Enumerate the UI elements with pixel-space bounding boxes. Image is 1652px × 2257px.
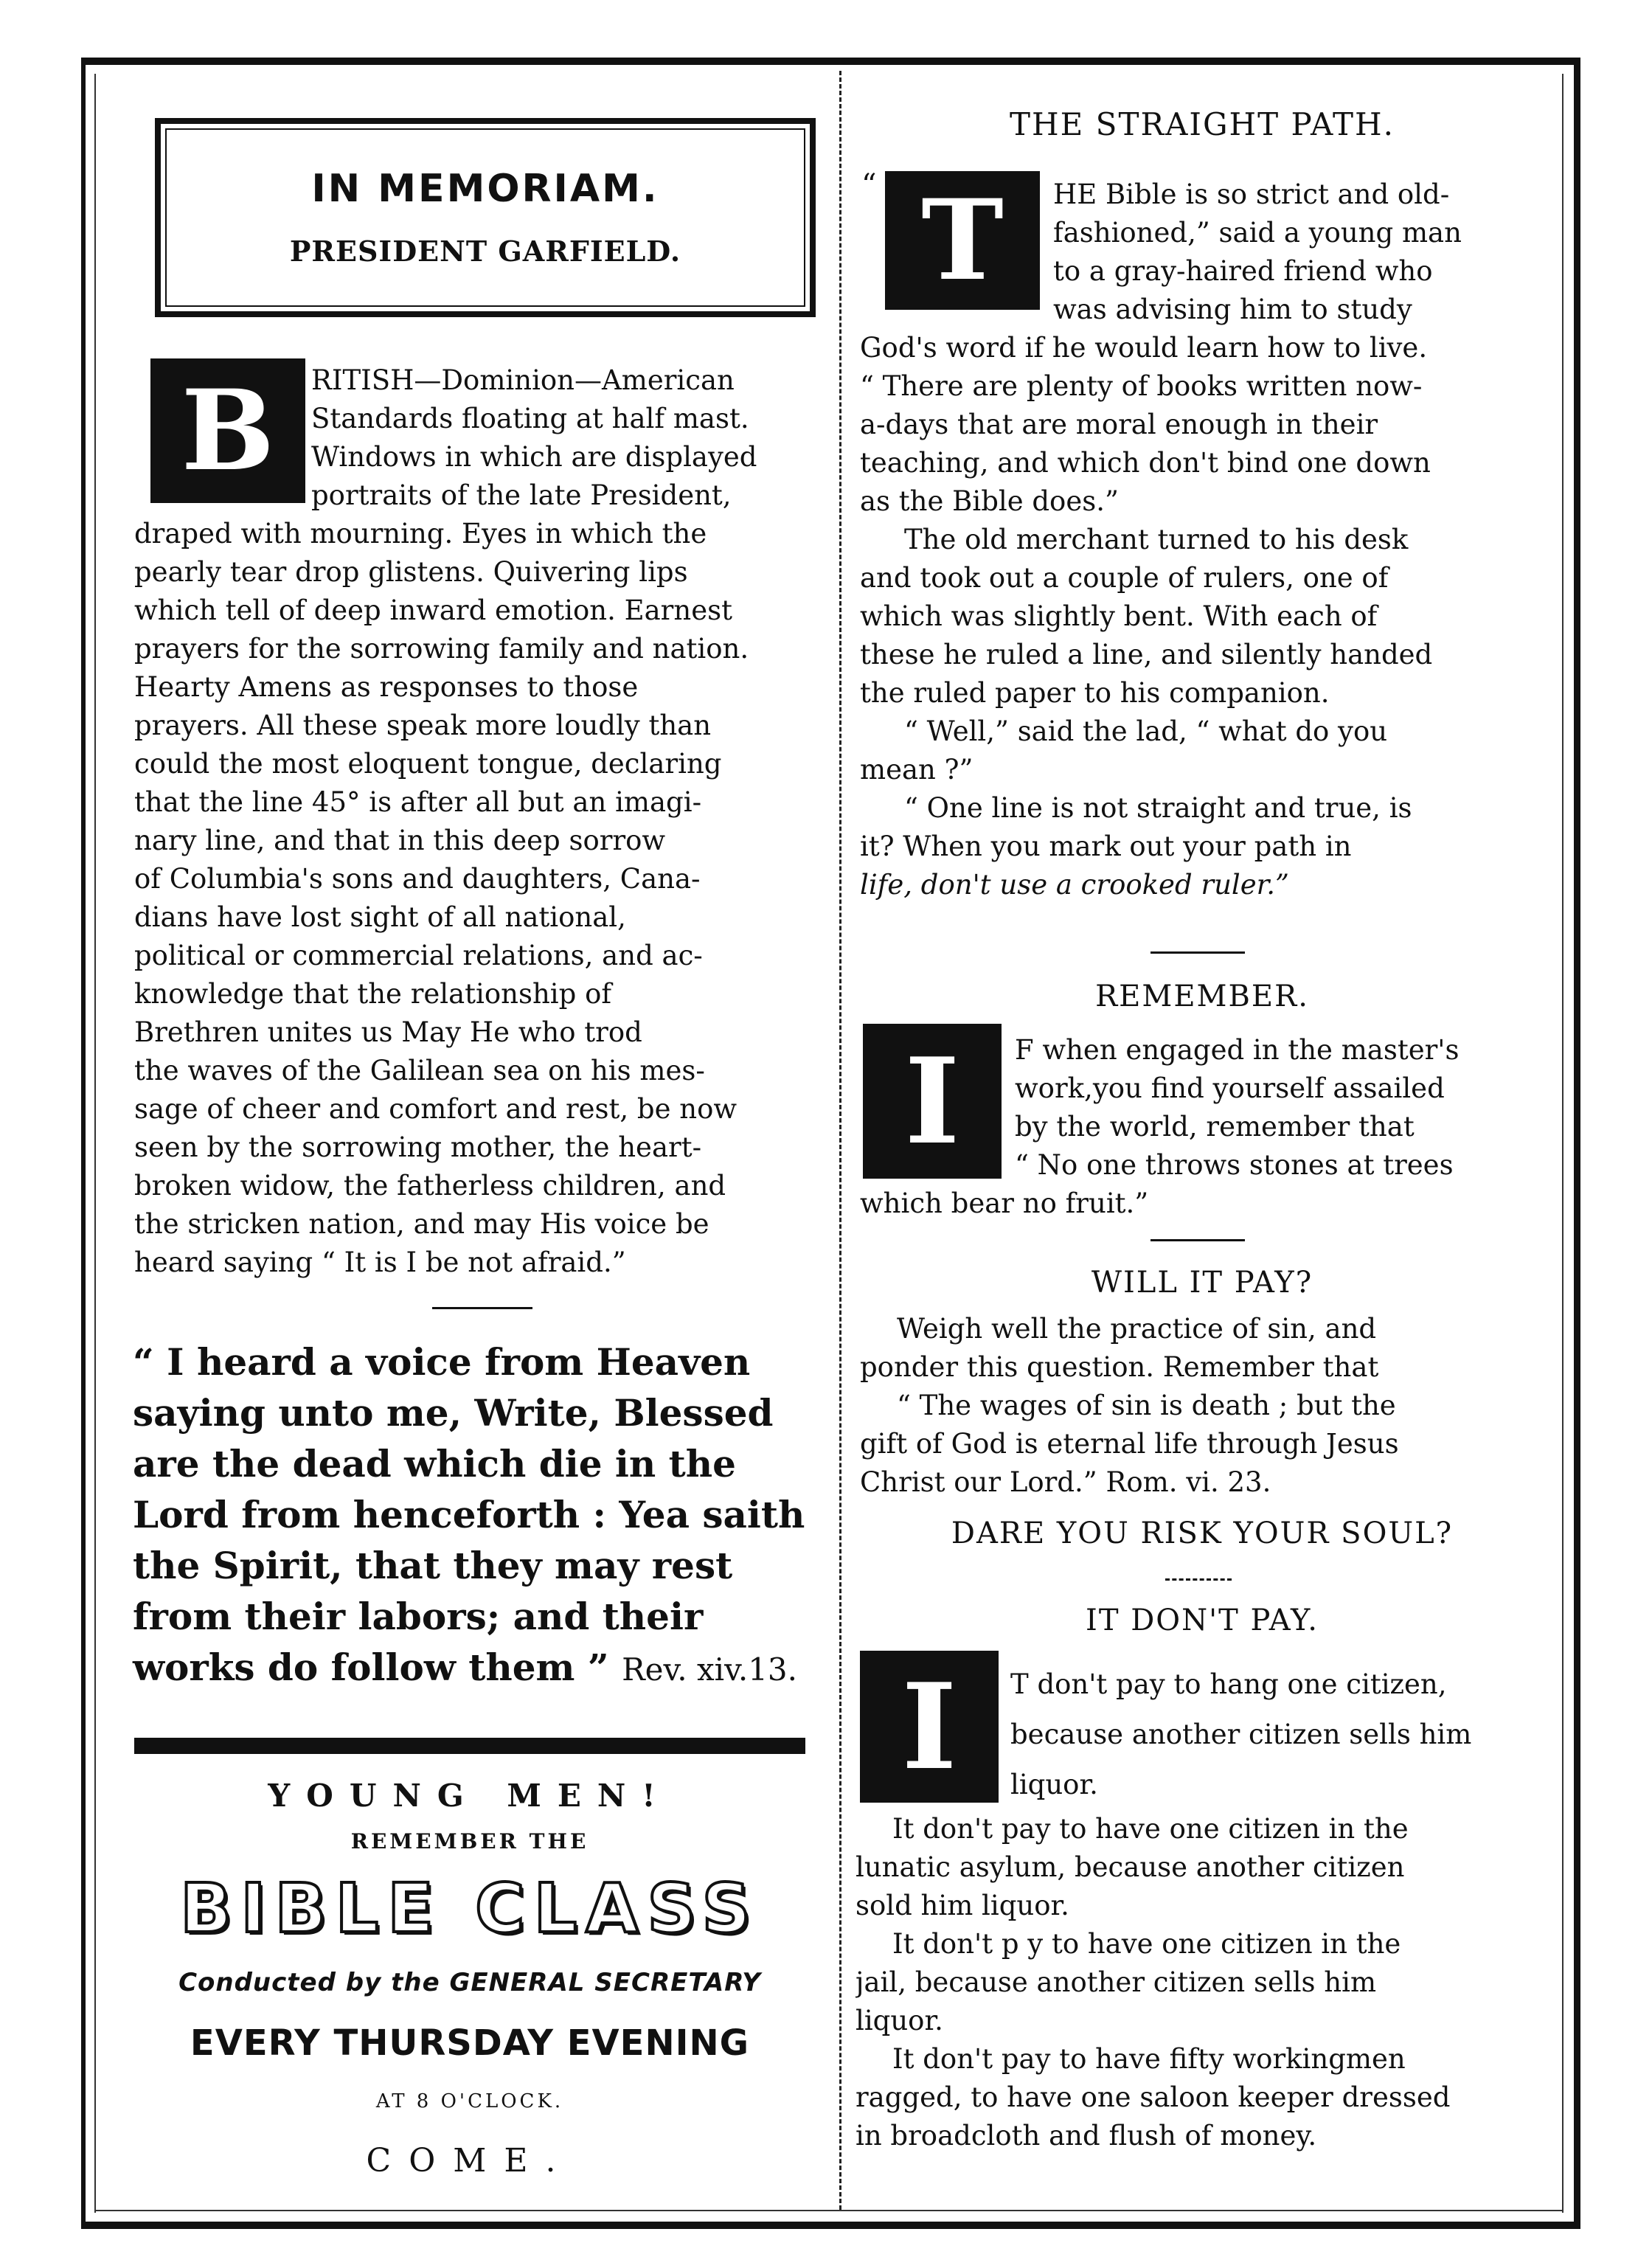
section-rule <box>1150 1239 1245 1241</box>
remember-title: REMEMBER. <box>1095 980 1309 1013</box>
british-line: draped with mourning. Eyes in which the <box>134 518 707 549</box>
british-line: Windows in which are displayed <box>311 441 757 473</box>
dont-pay-paragraph <box>856 1660 1553 2155</box>
straight-path-line: the ruled paper to his companion. <box>860 677 1330 709</box>
section-rule-dashed <box>1165 1578 1232 1581</box>
british-line: knowledge that the relationship of <box>134 978 612 1010</box>
straight-path-line: “ There are plenty of books written now- <box>860 370 1423 402</box>
section-rule <box>432 1307 532 1309</box>
dont-pay-line: T don't pay to hang one citizen, <box>1010 1668 1447 1700</box>
dont-pay-line: sold him liquor. <box>856 1890 1069 1921</box>
straight-path-line: The old merchant turned to his desk <box>904 524 1409 555</box>
british-line: which tell of deep inward emotion. Earnest <box>134 594 732 626</box>
quote-line: saying unto me, Write, Blessed <box>133 1391 774 1435</box>
quote-line: from their labors; and their <box>133 1595 704 1638</box>
remember-paragraph <box>860 1031 1553 1223</box>
british-line: portraits of the late President, <box>311 479 732 511</box>
will-it-pay-line: “ The wages of sin is death ; but the <box>897 1390 1396 1421</box>
will-it-pay-line: Weigh well the practice of sin, and <box>897 1313 1377 1345</box>
column-divider <box>839 71 841 2210</box>
straight-path-line: God's word if he would learn how to live. <box>860 332 1428 364</box>
straight-path-line: which was slightly bent. With each of <box>860 600 1378 632</box>
dont-pay-line: liquor. <box>856 2005 943 2036</box>
will-it-pay-paragraph <box>860 1310 1553 1502</box>
will-it-pay-line: ponder this question. Remember that <box>860 1351 1379 1383</box>
british-line: RITISH—Dominion—American <box>311 364 735 396</box>
dont-pay-line: liquor. <box>1010 1769 1098 1800</box>
straight-path-line: HE Bible is so strict and old- <box>1053 178 1450 210</box>
dare-you-risk: DARE YOU RISK YOUR SOUL? <box>951 1516 1454 1550</box>
dont-pay-line: It don't p y to have one citizen in the <box>892 1928 1401 1960</box>
british-line: Standards floating at half mast. <box>311 403 749 434</box>
british-line: prayers. All these speak more loudly than <box>134 710 712 741</box>
page-border-inner-left <box>94 74 96 2213</box>
ad-top-rule <box>134 1738 805 1754</box>
remember-line: F when engaged in the master's <box>1015 1034 1460 1066</box>
section-rule <box>1150 951 1245 954</box>
straight-path-line: and took out a couple of rulers, one of <box>860 562 1389 594</box>
memoriam-box <box>155 118 816 317</box>
straight-path-line: was advising him to study <box>1053 294 1412 325</box>
british-line: the stricken nation, and may His voice be <box>134 1208 709 1240</box>
dont-pay-line: jail, because another citizen sells him <box>856 1966 1377 1998</box>
british-line: dians have lost sight of all national, <box>134 901 626 933</box>
british-line: political or commercial relations, and ac- <box>134 940 703 971</box>
dropcap-t-letter: T <box>921 176 1004 305</box>
page-border-right <box>1574 58 1580 2229</box>
quote-line: works do follow them ” <box>133 1646 609 1689</box>
ad-time: AT 8 O'CLOCK. <box>375 2090 564 2112</box>
page-border-inner-right <box>1562 74 1564 2213</box>
british-line: Hearty Amens as responses to those <box>134 671 639 703</box>
dont-pay-line: It don't pay to have fifty workingmen <box>892 2043 1406 2075</box>
memoriam-subtitle: PRESIDENT GARFIELD. <box>289 235 681 268</box>
dont-pay-line: ragged, to have one saloon keeper dressed <box>856 2081 1451 2113</box>
british-line: nary line, and that in this deep sorrow <box>134 825 666 856</box>
page-border-top <box>81 58 1578 65</box>
will-it-pay-title: WILL IT PAY? <box>1091 1266 1313 1300</box>
memoriam-title: IN MEMORIAM. <box>311 167 659 211</box>
scripture-quote <box>133 1336 811 1695</box>
british-line: pearly tear drop glistens. Quivering lips <box>134 556 688 588</box>
straight-path-line: “ One line is not straight and true, is <box>904 792 1412 824</box>
quote-line: are the dead which die in the <box>133 1442 736 1485</box>
british-line: seen by the sorrowing mother, the heart- <box>134 1131 702 1163</box>
dropcap-i-letter: I <box>904 1032 960 1171</box>
ad-bible-class: BIBLE CLASS <box>180 1869 760 1948</box>
straight-path-line: fashioned,” said a young man <box>1053 217 1462 249</box>
ad-come: COME. <box>366 2142 574 2180</box>
quote-line: “ I heard a voice from Heaven <box>133 1340 751 1384</box>
british-line: could the most eloquent tongue, declaring <box>134 748 722 780</box>
quote-line: the Spirit, that they may rest <box>133 1544 733 1587</box>
british-line: heard saying “ It is I be not afraid.” <box>134 1247 626 1278</box>
remember-line: which bear no fruit.” <box>860 1188 1149 1219</box>
dropcap-i-dont-pay-letter: I <box>901 1657 957 1796</box>
british-line: prayers for the sorrowing family and nation. <box>134 633 749 665</box>
straight-path-line: mean ?” <box>860 754 974 786</box>
british-paragraph <box>134 361 816 1282</box>
straight-path-line: these he ruled a line, and silently handed <box>860 639 1433 670</box>
quote-reference: Rev. xiv.13. <box>622 1651 797 1688</box>
dont-pay-line: lunatic asylum, because another citizen <box>856 1851 1405 1883</box>
remember-line: “ No one throws stones at trees <box>1015 1149 1454 1181</box>
straight-path-line: to a gray-haired friend who <box>1053 255 1433 287</box>
ad-young-men: YOUNG MEN! <box>268 1778 672 1814</box>
dont-pay-title: IT DON'T PAY. <box>1086 1604 1319 1637</box>
straight-path-line: a-days that are moral enough in their <box>860 409 1378 440</box>
british-line: broken widow, the fatherless children, and <box>134 1170 726 1202</box>
british-line: sage of cheer and comfort and rest, be now <box>134 1093 738 1125</box>
remember-line: work,you find yourself assailed <box>1015 1072 1445 1104</box>
straight-path-paragraph <box>860 176 1553 904</box>
page-border-left <box>81 58 86 2229</box>
british-line: of Columbia's sons and daughters, Cana- <box>134 863 701 895</box>
dont-pay-line: in broadcloth and flush of money. <box>856 2120 1317 2152</box>
straight-path-line: “ Well,” said the lad, “ what do you <box>904 715 1388 747</box>
straight-path-line: as the Bible does.” <box>860 485 1119 517</box>
straight-path-line: it? When you mark out your path in <box>860 831 1352 862</box>
remember-line: by the world, remember that <box>1015 1111 1415 1143</box>
dropcap-b-letter: B <box>181 366 275 496</box>
straight-path-title: THE STRAIGHT PATH. <box>1010 106 1395 142</box>
dont-pay-line: because another citizen sells him <box>1010 1719 1472 1750</box>
will-it-pay-line: gift of God is eternal life through Jesus <box>860 1428 1399 1460</box>
ad-thursday: EVERY THURSDAY EVENING <box>190 2022 750 2064</box>
dont-pay-line: It don't pay to have one citizen in the <box>892 1813 1409 1845</box>
straight-path-open-quote: “ <box>861 168 877 202</box>
page-border-inner-bottom <box>94 2210 1564 2211</box>
will-it-pay-line: Christ our Lord.” Rom. vi. 23. <box>860 1466 1271 1498</box>
quote-line: Lord from henceforth : Yea saith <box>133 1493 805 1536</box>
ad-conducted: Conducted by the GENERAL SECRETARY <box>178 1968 761 1997</box>
straight-path-line: teaching, and which don't bind one down <box>860 447 1431 479</box>
page-border-bottom <box>81 2222 1578 2229</box>
british-line: the waves of the Galilean sea on his mes- <box>134 1055 705 1086</box>
british-line: that the line 45° is after all but an imagi- <box>134 786 702 818</box>
straight-path-line: life, don't use a crooked ruler.” <box>860 869 1289 901</box>
ad-remember: REMEMBER THE <box>350 1829 589 1854</box>
british-line: Brethren unites us May He who trod <box>134 1016 642 1048</box>
